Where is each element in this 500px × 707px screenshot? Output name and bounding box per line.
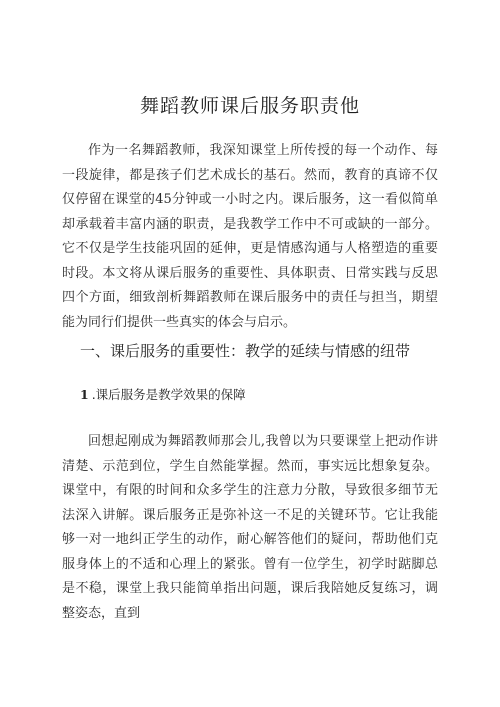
body-paragraph: 回想起刚成为舞蹈教师那会儿,我曾以为只要课堂上把动作讲清楚、示范到位，学生自然能掌握。然而，事实远比想象复杂。课堂中，有限的时间和众多学生的注意力分散，导致很多细节无法深入讲解。课后服务正是弥补这一不足的关键环节。它让我能够一对一地纠正学生的动作，耐心解答他们的疑问，帮助他们克服身体上的不适和心理上的紧张。曾有一位学生，初学时踮脚总是不稳，课堂上我只能简单指出问题，课后我陪她反复练习，调整姿态，直到 bbox=[62, 434, 438, 621]
subsection-heading bbox=[80, 386, 440, 404]
subsection-title: .课后服务是教学效果的保障 bbox=[91, 387, 246, 402]
intro-paragraph: 作为一名舞蹈教师，我深知课堂上所传授的每一个动作、每一段旋律，都是孩子们艺术成长的基石。然而，教育的真谛不仅仅停留在课堂的45分钟或一小时之内。课后服务，这一看似简单却承载着丰富内涵的职责，是我教学工作中不可或缺的一部分。它不仅是学生技能巩固的延伸，更是情感沟通与人格塑造的重要时段。本文将从课后服务的重要性、具体职责、日常实践与反思四个方面，细致剖析舞蹈教师在课后服务中的责任与担当，期望能为同行们提供一些真实的体会与启示。 bbox=[62, 143, 438, 330]
document-title: 舞蹈教师课后服务职责他 bbox=[139, 95, 360, 117]
subsection-number: 1 bbox=[80, 387, 89, 402]
section-heading: 一、课后服务的重要性：教学的延续与情感的纽带 bbox=[80, 342, 411, 360]
